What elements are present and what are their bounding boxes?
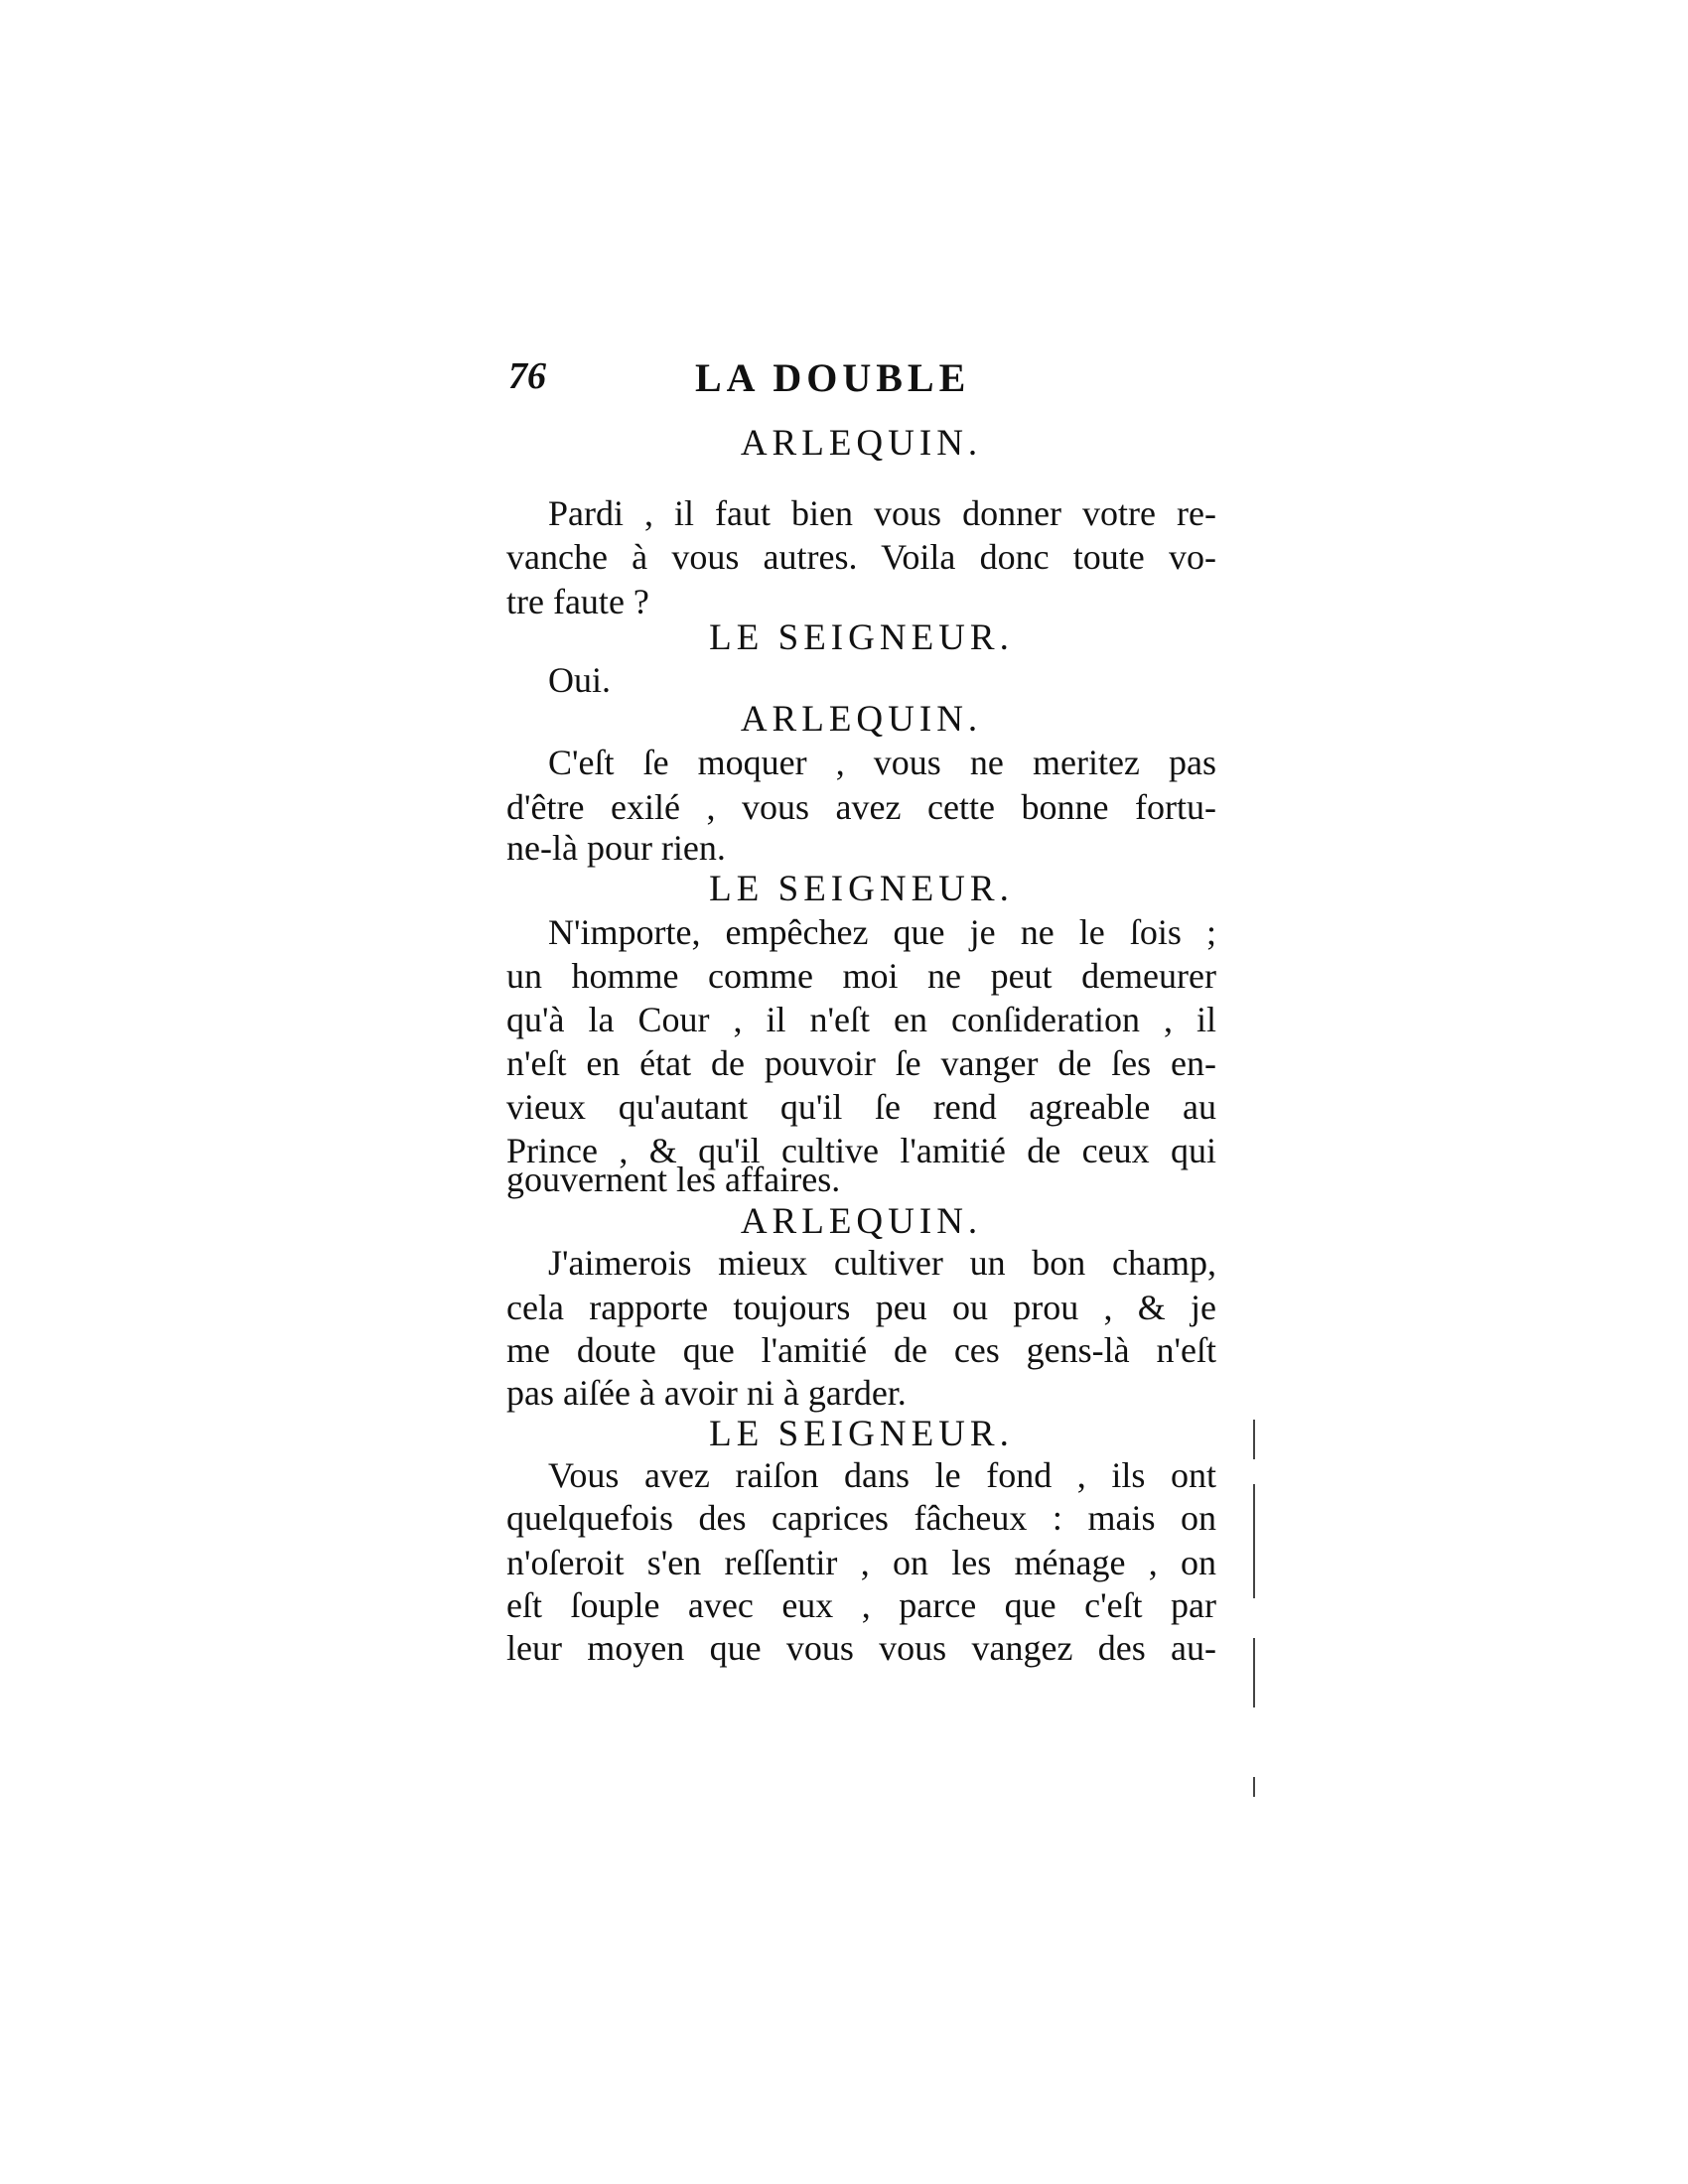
- text-line: Pardi , il faut bien vous donner votre re-: [548, 493, 1216, 533]
- text-line: quelquefois des caprices fâcheux : mais on: [506, 1498, 1216, 1538]
- text-line: d'être exilé , vous avez cette bonne fortu-: [506, 787, 1216, 827]
- text-line: cela rapporte toujours peu ou prou , & je: [506, 1288, 1216, 1327]
- speaker-heading: LE SEIGNEUR.: [709, 869, 1014, 909]
- text-line: leur moyen que vous vous vangez des au-: [506, 1628, 1216, 1668]
- text-line: J'aimerois mieux cultiver un bon champ,: [548, 1243, 1216, 1283]
- speaker-heading: ARLEQUIN.: [740, 699, 983, 740]
- text-line: qu'à la Cour , il n'eſt en conſideration , il: [506, 1000, 1216, 1039]
- running-head: LA DOUBLE: [695, 355, 971, 400]
- text-line: Vous avez raiſon dans le fond , ils ont: [548, 1455, 1216, 1495]
- text-line: Oui.: [548, 660, 611, 700]
- speaker-heading: LE SEIGNEUR.: [709, 1414, 1014, 1454]
- text-line: n'eſt en état de pouvoir ſe vanger de ſes en-: [506, 1043, 1216, 1083]
- text-line: me doute que l'amitié de ces gens-là n'eſt: [506, 1330, 1216, 1370]
- text-line: C'eſt ſe moquer , vous ne meritez pas: [548, 743, 1216, 782]
- text-line: un homme comme moi ne peut demeurer: [506, 956, 1216, 996]
- text-line: gouvernent les affaires.: [506, 1160, 841, 1199]
- scan-edge-mark: [1253, 1777, 1255, 1797]
- page-number: 76: [508, 355, 546, 397]
- text-line: tre faute ?: [506, 582, 649, 621]
- speaker-heading: ARLEQUIN.: [740, 423, 983, 464]
- speaker-heading: LE SEIGNEUR.: [709, 617, 1014, 658]
- scan-edge-mark: [1253, 1484, 1255, 1598]
- text-line: eſt ſouple avec eux , parce que c'eſt par: [506, 1585, 1216, 1625]
- text-line: n'oſeroit s'en reſſentir , on les ménage , on: [506, 1543, 1216, 1582]
- text-line: ne-là pour rien.: [506, 828, 726, 868]
- text-line: pas aiſée à avoir ni à garder.: [506, 1373, 907, 1413]
- text-line: vanche à vous autres. Voila donc toute vo-: [506, 537, 1216, 577]
- text-line: Prince , & qu'il cultive l'amitié de ceux qui: [506, 1131, 1216, 1170]
- text-line: N'importe, empêchez que je ne le ſois ;: [548, 912, 1216, 952]
- scan-edge-mark: [1253, 1638, 1255, 1707]
- scan-edge-mark: [1253, 1420, 1255, 1459]
- speaker-heading: ARLEQUIN.: [740, 1201, 983, 1242]
- text-line: vieux qu'autant qu'il ſe rend agreable au: [506, 1087, 1216, 1127]
